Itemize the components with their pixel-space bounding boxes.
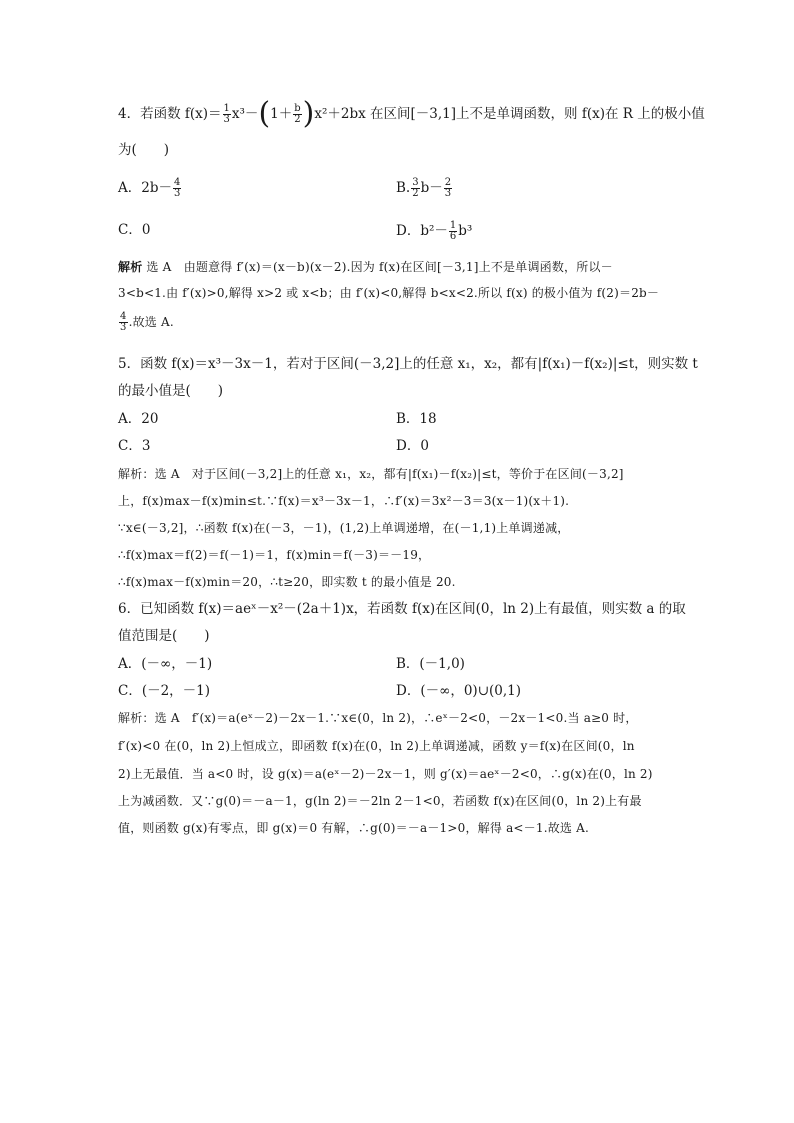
q5-solution-line3: ∵x∈(－3,2]，∴函数 f(x)在(－3，－1)，(1,2)上单调递增，在(－1,1)上单调递减， (118, 521, 570, 535)
q5-option-b: B．18 (396, 411, 437, 427)
q4-stem-line2: 为( ) (118, 142, 170, 158)
q4-stem-line1 (118, 96, 705, 131)
q4-stem-a: 4．若函数 f(x)＝ (118, 106, 222, 122)
q5-solution-line4: ∴f(x)max＝f(2)＝f(－1)＝1，f(x)min＝f(－3)＝－19， (118, 548, 431, 562)
q4-solution-label: 解析 (118, 260, 143, 274)
q4-option-a-fraction: $\frac{4}{3}$ (173, 177, 181, 199)
q4-option-b-fraction-2: $\frac{2}{3}$ (444, 177, 452, 199)
q6-option-b: B．(－1,0) (396, 656, 465, 672)
q6-option-c: C．(－2，－1) (118, 683, 211, 699)
q6-solution-line1: 解析：选 A f′(x)＝a(eˣ－2)－2x－1.∵x∈(0，ln 2)，∴eˣ－2<0，－2x－1<0.当 a≥0 时， (118, 711, 638, 725)
q5-option-a: A．20 (118, 411, 159, 427)
q5-solution-line5: ∴f(x)max－f(x)min＝20，∴t≥20，即实数 t 的最小值是 20. (118, 575, 456, 589)
q4-option-d-fraction: $\frac{1}{6}$ (449, 220, 457, 242)
q4-right-paren: ) (302, 96, 315, 131)
q5-solution-line2: 上，f(x)max－f(x)min≤t.∵f(x)＝x³－3x－1，∴f′(x)＝3x²－3＝3(x－1)(x＋1). (118, 494, 570, 508)
q4-option-b: B. $\frac{3}{2}$ b－ $\frac{2}{3}$ (396, 177, 452, 199)
q4-fraction-1-3: $\frac{1}{3}$ (223, 103, 230, 125)
q4-solution-line3: $\frac{4}{3}$ .故选 A. (120, 311, 174, 333)
q4-one-plus: 1＋ (270, 106, 293, 122)
q6-solution-line5: 值，则函数 g(x)有零点，即 g(x)＝0 有解，∴g(0)＝－a－1>0，解得 a<－1.故选 A. (118, 821, 590, 835)
q4-solution-line1: 解析 选 A 由题意得 f′(x)＝(x－b)(x－2).因为 f(x)在区间[－3,1]上不是单调函数，所以－ (118, 260, 613, 274)
q4-solution-fraction: $\frac{4}{3}$ (120, 311, 127, 333)
q5-option-c: C．3 (118, 438, 151, 454)
q6-solution-line2: f′(x)<0 在(0，ln 2)上恒成立，即函数 f(x)在(0，ln 2)上单调递减，函数 y＝f(x)在区间(0，ln (118, 739, 635, 753)
q5-stem-line1: 5．函数 f(x)＝x³－3x－1，若对于区间(－3,2]上的任意 x₁，x₂，都有|f(x₁)－f(x₂)|≤t，则实数 t (118, 356, 698, 372)
q6-option-a: A．(－∞，－1) (118, 656, 213, 672)
q6-stem-line1: 6．已知函数 f(x)＝aeˣ－x²－(2a＋1)x，若函数 f(x)在区间(0，ln 2)上有最值，则实数 a 的取 (118, 601, 686, 617)
q4-option-a: A．2b－ $\frac{4}{3}$ (118, 177, 181, 199)
q4-solution-line2: 3<b<1.由 f′(x)>0,解得 x>2 或 x<b；由 f′(x)<0,解得 b<x<2.所以 f(x) 的极小值为 f(2)＝2b－ (118, 286, 660, 300)
q5-solution-line1: 解析：选 A 对于区间(－3,2]上的任意 x₁，x₂，都有|f(x₁)－f(x₂)|≤t，等价于在区间(－3,2] (118, 467, 624, 481)
q4-stem-b: x³－ (231, 106, 259, 122)
q4-fraction-b-2: $\frac{b}{2}$ (294, 103, 301, 125)
q4-option-c: C．0 (118, 222, 151, 238)
q6-option-d: D．(－∞，0)∪(0,1) (396, 683, 522, 699)
q4-left-paren: ( (258, 96, 271, 131)
q5-stem-line2: 的最小值是( ) (118, 383, 224, 399)
q6-stem-line2: 值范围是( ) (118, 628, 210, 644)
q5-option-d: D．0 (396, 438, 429, 454)
q4-option-d: D．b²－ $\frac{1}{6}$ b³ (396, 220, 473, 242)
q6-solution-line4: 上为减函数．又∵g(0)＝－a－1，g(ln 2)＝－2ln 2－1<0，若函数 f(x)在区间(0，ln 2)上有最 (118, 794, 642, 808)
q4-stem-c: x²＋2bx 在区间[－3,1]上不是单调函数，则 f(x)在 R 上的极小值 (314, 106, 705, 122)
q4-option-b-fraction-1: $\frac{3}{2}$ (412, 177, 419, 199)
q6-solution-line3: 2)上无最值．当 a<0 时，设 g(x)＝a(eˣ－2)－2x－1，则 g′(x)＝aeˣ－2<0，∴g(x)在(0，ln 2) (118, 767, 653, 781)
